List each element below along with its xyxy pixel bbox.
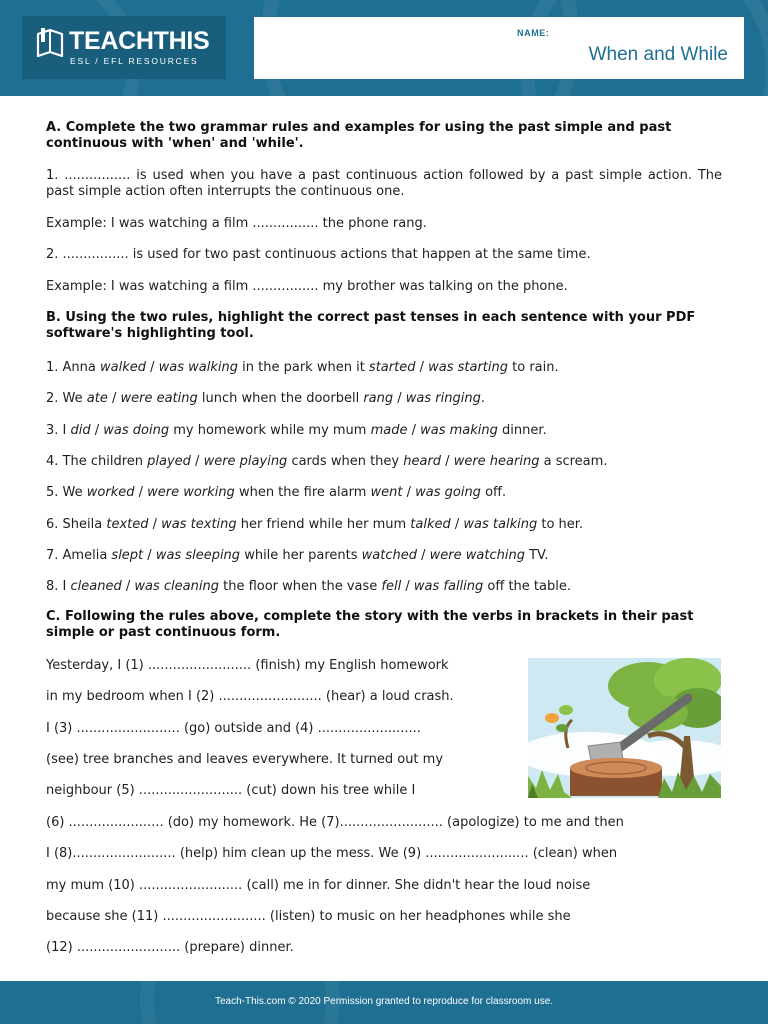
sentence-text: my homework while my mum <box>169 423 371 438</box>
sentence-text: when the fire alarm <box>234 485 371 500</box>
sentence-text: . <box>480 391 485 406</box>
section-b-item <box>46 454 722 470</box>
page-header <box>0 0 768 96</box>
logo-text: TEACHTHIS <box>69 27 210 55</box>
page-footer <box>0 981 768 1024</box>
sentence-text: / <box>401 579 414 594</box>
verb-option[interactable]: was cleaning <box>134 579 219 594</box>
section-a-heading: A. Complete the two grammar rules and examples for using the past simple and past continuous with 'when' and 'while'. <box>46 120 672 151</box>
verb-option[interactable]: was doing <box>103 423 170 438</box>
section-a-rule-2: 2. ................ is used for two past continuous actions that happen at the same time. <box>46 247 591 262</box>
sentence-text: / <box>121 579 135 594</box>
verb-option[interactable]: was making <box>420 423 498 438</box>
sentence-text: 8. I <box>46 579 71 594</box>
logo-subtitle: ESL / EFL RESOURCES <box>70 56 199 66</box>
verb-option[interactable]: texted <box>106 517 149 532</box>
name-field[interactable] <box>254 17 744 79</box>
verb-option[interactable]: worked <box>86 485 135 500</box>
sentence-text: off the table. <box>483 579 571 594</box>
section-b-item <box>46 517 722 533</box>
sentence-text: in the park when it <box>238 360 369 375</box>
section-b-item <box>46 548 722 564</box>
sentence-text: / <box>407 423 421 438</box>
sentence-text: off. <box>480 485 507 500</box>
verb-option[interactable]: did <box>70 423 91 438</box>
verb-option[interactable]: rang <box>363 391 394 406</box>
verb-option[interactable]: slept <box>111 548 144 563</box>
verb-option[interactable]: were hearing <box>453 454 540 469</box>
story-line: Yesterday, I (1) ......................... (finish) my English homework <box>46 658 449 673</box>
verb-option[interactable]: walked <box>100 360 147 375</box>
verb-option[interactable]: heard <box>403 454 442 469</box>
verb-option[interactable]: was talking <box>463 517 538 532</box>
copyright-text: Teach-This.com © 2020 Permission granted to reproduce for classroom use. <box>214 996 554 1007</box>
verb-option[interactable]: was going <box>415 485 481 500</box>
story-line: I (8)......................... (help) him clean up the mess. We (9) ......................... (clean) when <box>46 846 618 861</box>
sentence-text: / <box>143 548 156 563</box>
section-a-example-1: Example: I was watching a film ................ the phone rang. <box>46 216 427 231</box>
sentence-text: the floor when the vase <box>218 579 382 594</box>
name-label: NAME: <box>517 28 550 38</box>
verb-option[interactable]: went <box>370 485 403 500</box>
sentence-text: 5. We <box>46 485 87 500</box>
sentence-text: / <box>402 485 416 500</box>
section-a-rule-1: 1. ................ is used when you have a past continuous action followed by a past simple action. The past simple action often interrupts the continuous one. <box>46 168 722 199</box>
verb-option[interactable]: were eating <box>120 391 198 406</box>
sentence-text: while her parents <box>240 548 362 563</box>
verb-option[interactable]: was texting <box>161 517 237 532</box>
verb-option[interactable]: was sleeping <box>155 548 241 563</box>
story-line: (6) ....................... (do) my homework. He (7)......................... (apologize) to me and then <box>46 815 624 830</box>
section-b-item <box>46 391 722 407</box>
sentence-text: / <box>146 360 159 375</box>
verb-option[interactable]: talked <box>410 517 451 532</box>
verb-option[interactable]: was starting <box>428 360 508 375</box>
story-line: my mum (10) ......................... (call) me in for dinner. She didn't hear the loud noise <box>46 878 591 893</box>
sentence-text: 3. I <box>46 423 71 438</box>
brand-logo[interactable] <box>22 16 226 79</box>
verb-option[interactable]: watched <box>361 548 417 563</box>
sentence-text: TV. <box>524 548 549 563</box>
verb-option[interactable]: cleaned <box>70 579 122 594</box>
sentence-text: / <box>441 454 454 469</box>
sentence-text: cards when they <box>287 454 404 469</box>
worksheet-title: When and While <box>588 44 728 65</box>
sentence-text: / <box>450 517 464 532</box>
story-line: (12) ......................... (prepare) dinner. <box>46 940 294 955</box>
verb-option[interactable]: were working <box>147 485 235 500</box>
tree-stump-axe-illustration <box>528 658 721 798</box>
verb-option[interactable]: were watching <box>429 548 525 563</box>
sentence-text: to rain. <box>508 360 559 375</box>
sentence-text: / <box>417 548 430 563</box>
sentence-text: her friend while her mum <box>236 517 411 532</box>
sentence-text: 1. Anna <box>46 360 101 375</box>
sentence-text: a scream. <box>539 454 608 469</box>
section-b-heading: B. Using the two rules, highlight the correct past tenses in each sentence with your PDF software's highlighting tool. <box>46 310 696 341</box>
sentence-text: / <box>107 391 121 406</box>
sentence-text: 4. The children <box>46 454 148 469</box>
verb-option[interactable]: was falling <box>413 579 484 594</box>
verb-option[interactable]: were playing <box>203 454 288 469</box>
verb-option[interactable]: made <box>370 423 408 438</box>
verb-option[interactable]: played <box>147 454 191 469</box>
section-b-item <box>46 579 722 595</box>
section-b-item <box>46 485 722 501</box>
verb-option[interactable]: was ringing <box>405 391 481 406</box>
section-c-heading: C. Following the rules above, complete the story with the verbs in brackets in their past simple or past continuous form. <box>46 609 694 640</box>
sentence-text: / <box>190 454 204 469</box>
section-b-item <box>46 360 722 376</box>
verb-option[interactable]: ate <box>86 391 108 406</box>
verb-option[interactable]: started <box>368 360 416 375</box>
sentence-text: 7. Amelia <box>46 548 112 563</box>
story-line: I (3) ......................... (go) outside and (4) ......................... <box>46 721 421 736</box>
book-icon <box>35 26 65 60</box>
story-line: neighbour (5) ......................... (cut) down his tree while I <box>46 783 416 798</box>
verb-option[interactable]: fell <box>381 579 402 594</box>
story-line: because she (11) ......................... (listen) to music on her headphones while she <box>46 909 571 924</box>
sentence-text: 2. We <box>46 391 87 406</box>
section-b-item <box>46 423 722 439</box>
sentence-text: to her. <box>537 517 584 532</box>
sentence-text: / <box>415 360 429 375</box>
section-a-example-2: Example: I was watching a film ................ my brother was talking on the phone. <box>46 279 568 294</box>
sentence-text: / <box>134 485 148 500</box>
verb-option[interactable]: was walking <box>158 360 239 375</box>
sentence-text: / <box>148 517 162 532</box>
story-line: in my bedroom when I (2) ......................... (hear) a loud crash. <box>46 689 454 704</box>
sentence-text: / <box>393 391 406 406</box>
sentence-text: dinner. <box>497 423 547 438</box>
sentence-text: / <box>90 423 104 438</box>
sentence-text: 6. Sheila <box>46 517 107 532</box>
sentence-text: lunch when the doorbell <box>197 391 364 406</box>
story-line: (see) tree branches and leaves everywhere. It turned out my <box>46 752 444 767</box>
